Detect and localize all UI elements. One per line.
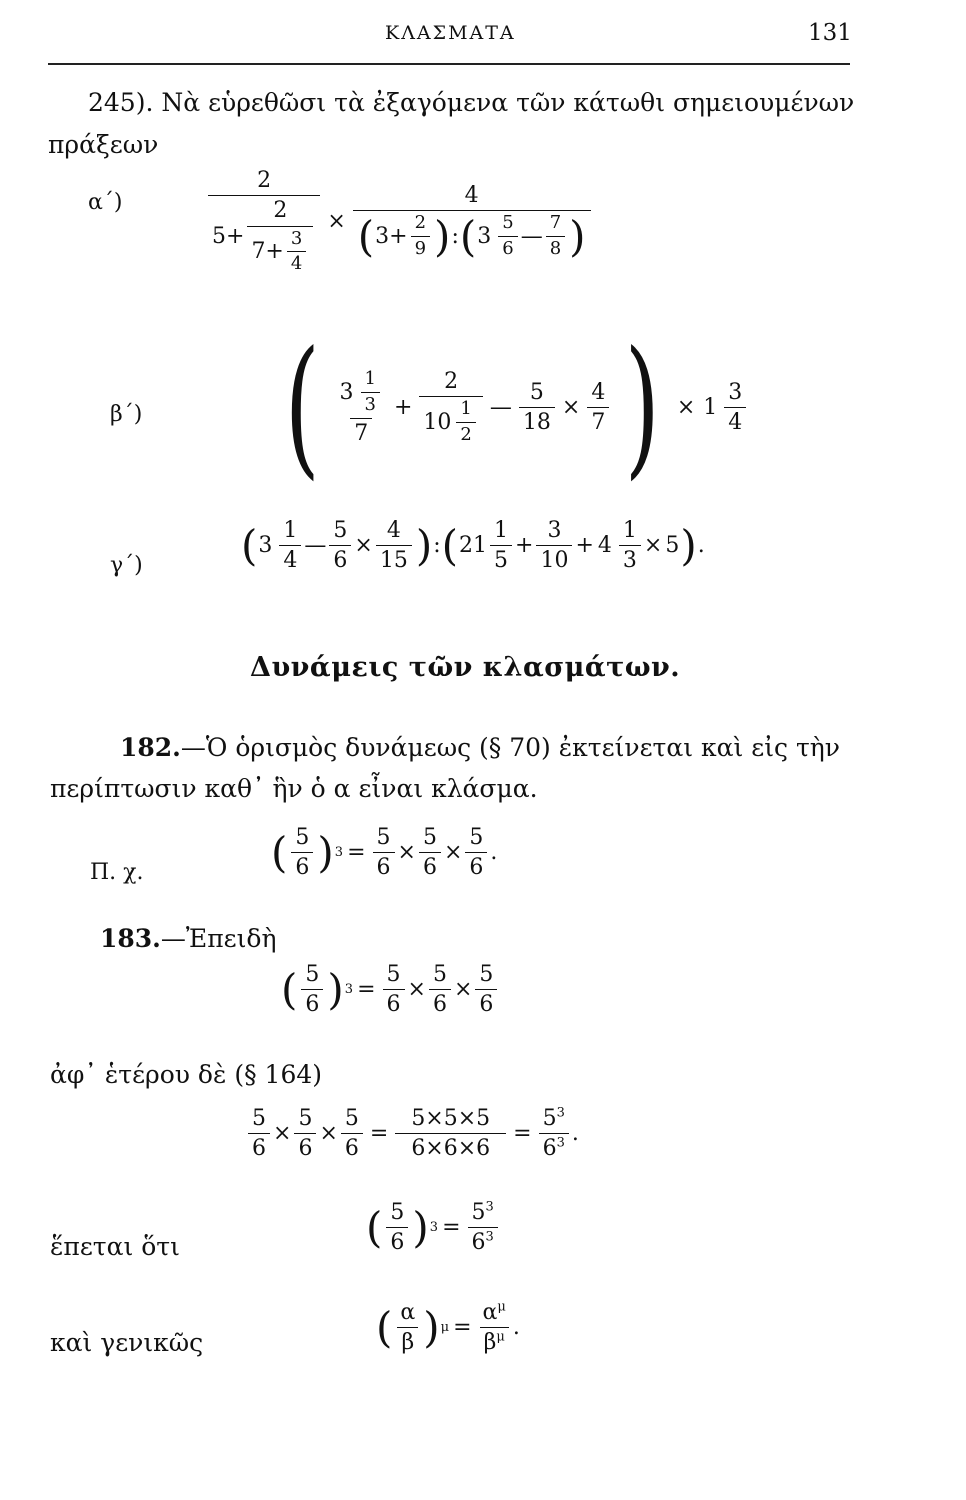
exercise-line-2: πράξεων (48, 130, 159, 159)
follows-text: ἕπεται ὅτι (50, 1232, 180, 1261)
exercise-line-1: 245). Νὰ εὑρεθῶσι τὰ ἐξαγόμενα τῶν κάτωθι σημειουμένων (88, 88, 855, 117)
equation-product: $\frac{5}{6}$ × $\frac{5}{6}$ × $\frac{5}{6}$ = $\frac{5\times 5\times 5}{6\times 6\times 6}$ = $\frac{5^3}{6^3}$ . (245, 1106, 579, 1162)
other-side-text: ἀφ᾽ ἑτέρου δὲ (§ 164) (50, 1060, 323, 1089)
paragraph-183: 183.—Ἐπειδὴ (100, 924, 277, 953)
label-a: α΄) (88, 190, 123, 215)
equation-general: ( $\frac{\alpha}{\beta}$ ) μ = $\frac{\alpha^\mu}{\beta^\mu}$ . (376, 1299, 520, 1356)
fraction-a-right: 4 ( 3+ $\frac{2}{9}$ ) : ( 3 $\frac{5}{6}$ — $\frac{7}{8}$ ) (353, 183, 591, 260)
section-heading: Δυνάμεις τῶν κλασμάτων. (250, 652, 681, 683)
equation-a: 2 5+ 2 7+ $\frac{3}{4}$ × 4 ( 3+ $\frac{2}{9}$ ) : ( 3 $\frac{5}{6}$ — $\frac{7}{8}$ ) (205, 168, 594, 275)
paragraph-182-line-2: περίπτωσιν καθ᾽ ἣν ὁ α εἶναι κλάσμα. (50, 774, 538, 803)
example-label: Π. χ. (90, 860, 144, 885)
equation-183: ( $\frac{5}{6}$ ) 3 = $\frac{5}{6}$ × $\frac{5}{6}$ × $\frac{5}{6}$ (280, 962, 500, 1018)
equation-b: ( 3 $\frac{1}{3}$ 7 + 2 10 $\frac{1}{2}$ — $\frac{5}{18}$ × $\frac{4}{7}$ ) × 1 $\frac{3}{4}$ (272, 340, 749, 475)
label-b: β΄) (110, 402, 143, 427)
paragraph-182-line-1: 182.—Ὁ ὁρισμὸς δυνάμεως (§ 70) ἐκτείνεται καὶ εἰς τὴν (120, 733, 840, 762)
equation-result: ( $\frac{5}{6}$ ) 3 = $\frac{5^3}{6^3}$ (365, 1200, 501, 1256)
running-head (0, 20, 966, 50)
header-rule (48, 63, 850, 65)
equation-example: ( $\frac{5}{6}$ ) 3 = $\frac{5}{6}$ × $\frac{5}{6}$ × $\frac{5}{6}$ . (271, 825, 498, 881)
fraction-a-left: 2 5+ 2 7+ $\frac{3}{4}$ (208, 168, 320, 275)
generally-text: καὶ γενικῶς (50, 1328, 204, 1357)
label-c: γ΄) (110, 553, 143, 578)
equation-c: ( 3 $\frac{1}{4}$ — $\frac{5}{6}$ × $\frac{4}{15}$ ) : ( 21 $\frac{1}{5}$ + $\frac{3}{10}$ + 4 $\frac{1}{3}$ × 5 ) . (241, 518, 705, 574)
running-title: ΚΛΑΣΜΑΤΑ (385, 22, 516, 44)
page-number: 131 (808, 20, 852, 46)
